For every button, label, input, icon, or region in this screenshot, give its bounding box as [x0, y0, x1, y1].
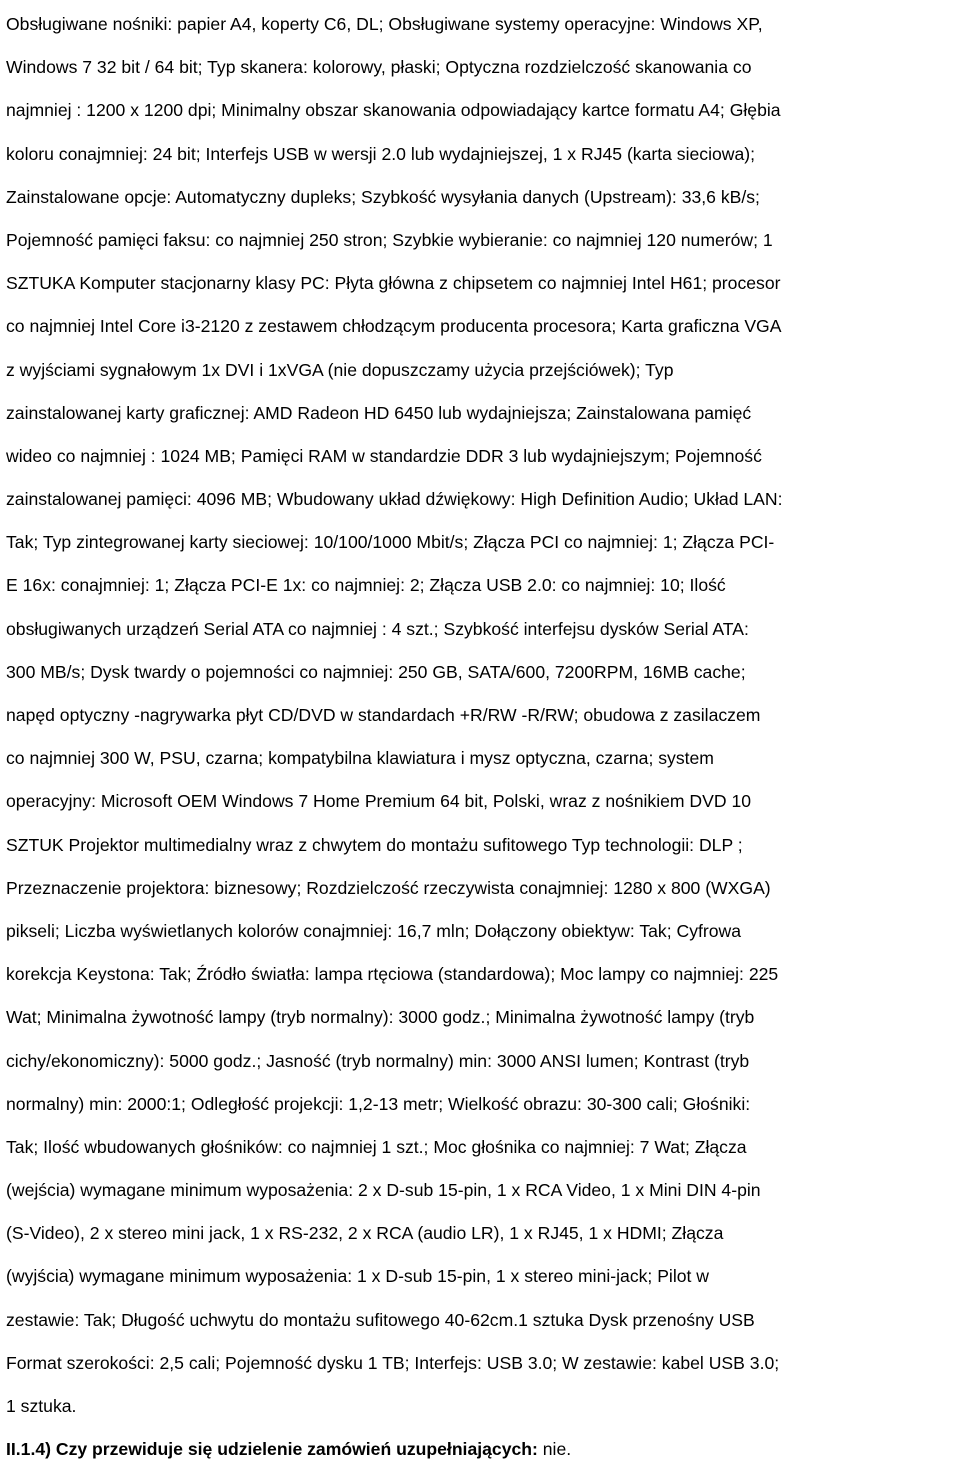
text-line: Przeznaczenie projektora: biznesowy; Rozdzielczość rzeczywista conajmniej: 1280 x 800 (WXGA): [6, 877, 771, 898]
text-line: Zainstalowane opcje: Automatyczny dupleks; Szybkość wysyłania danych (Upstream): 33,6 kB/s;: [6, 186, 760, 207]
text-line: Tak; Ilość wbudowanych głośników: co najmniej 1 szt.; Moc głośnika co najmniej: 7 Wat; Złącza: [6, 1136, 747, 1157]
text-line: (S-Video), 2 x stereo mini jack, 1 x RS-232, 2 x RCA (audio LR), 1 x RJ45, 1 x HDMI; Złącza: [6, 1223, 724, 1244]
text-line: (wyjścia) wymagane minimum wyposażenia: 1 x D-sub 15-pin, 1 x stereo mini-jack; Pilot w: [6, 1266, 710, 1287]
text-line: Wat; Minimalna żywotność lampy (tryb normalny): 3000 godz.; Minimalna żywotność lampy (tryb: [6, 1007, 755, 1028]
text-line: Pojemność pamięci faksu: co najmniej 250 stron; Szybkie wybieranie: co najmniej 120 numerów; 1: [6, 229, 773, 250]
section-heading-label: II.1.4) Czy przewiduje się udzielenie zamówień uzupełniających:: [6, 1439, 538, 1460]
text-line: Format szerokości: 2,5 cali; Pojemność dysku 1 TB; Interfejs: USB 3.0; W zestawie: kabel USB 3.0;: [6, 1352, 780, 1373]
text-line: operacyjny: Microsoft OEM Windows 7 Home Premium 64 bit, Polski, wraz z nośnikiem DVD 10: [6, 791, 752, 812]
section-heading-answer: nie.: [542, 1439, 572, 1460]
specification-text: [6, 3, 960, 1471]
text-line: E 16x: conajmniej: 1; Złącza PCI-E 1x: co najmniej: 2; Złącza USB 2.0: co najmniej: 10; Ilość: [6, 575, 726, 596]
text-line: co najmniej 300 W, PSU, czarna; kompatybilna klawiatura i mysz optyczna, czarna; system: [6, 748, 714, 769]
text-line: Obsługiwane nośniki: papier A4, koperty C6, DL; Obsługiwane systemy operacyjne: Windows XP,: [6, 14, 763, 34]
text-line: z wyjściami sygnałowym 1x DVI i 1xVGA (nie dopuszczamy użycia przejściówek); Typ: [6, 359, 674, 380]
text-line: Windows 7 32 bit / 64 bit; Typ skanera: kolorowy, płaski; Optyczna rozdzielczość skanowania co: [6, 57, 752, 78]
text-line: 1 sztuka.: [6, 1396, 77, 1416]
text-line: wideo co najmniej : 1024 MB; Pamięci RAM w standardzie DDR 3 lub wydajniejszym; Pojemność: [6, 445, 762, 466]
text-line: zainstalowanej pamięci: 4096 MB; Wbudowany układ dźwiękowy: High Definition Audio; Układ LAN:: [6, 489, 783, 510]
text-line: zainstalowanej karty graficznej: AMD Radeon HD 6450 lub wydajniejsza; Zainstalowana pamięć: [6, 402, 752, 423]
text-line: korekcja Keystona: Tak; Źródło światła: lampa rtęciowa (standardowa); Moc lampy co najmniej: 225: [6, 964, 779, 985]
text-line: napęd optyczny -nagrywarka płyt CD/DVD w standardach +R/RW -R/RW; obudowa z zasilaczem: [6, 705, 761, 725]
text-line: zestawie: Tak; Długość uchwytu do montażu sufitowego 40-62cm.1 sztuka Dysk przenośny USB: [6, 1309, 755, 1330]
text-line: najmniej : 1200 x 1200 dpi; Minimalny obszar skanowania odpowiadający kartce formatu A4; Głębia: [6, 100, 781, 121]
text-line: (wejścia) wymagane minimum wyposażenia: 2 x D-sub 15-pin, 1 x RCA Video, 1 x Mini DIN 4-pin: [6, 1180, 761, 1201]
text-line: SZTUK Projektor multimedialny wraz z chwytem do montażu sufitowego Typ technologii: DLP ;: [6, 834, 743, 855]
text-line: 300 MB/s; Dysk twardy o pojemności co najmniej: 250 GB, SATA/600, 7200RPM, 16MB cache;: [6, 661, 746, 682]
text-line: koloru conajmniej: 24 bit; Interfejs USB w wersji 2.0 lub wydajniejszej, 1 x RJ45 (karta sieciowa);: [6, 143, 756, 164]
text-line: Tak; Typ zintegrowanej karty sieciowej: 10/100/1000 Mbit/s; Złącza PCI co najmniej: 1; Złącza PCI-: [6, 532, 775, 553]
text-line: pikseli; Liczba wyświetlanych kolorów conajmniej: 16,7 mln; Dołączony obiektyw: Tak; Cyfrowa: [6, 920, 742, 941]
text-line: obsługiwanych urządzeń Serial ATA co najmniej : 4 szt.; Szybkość interfejsu dysków Serial ATA:: [6, 618, 749, 639]
text-line: normalny) min: 2000:1; Odległość projekcji: 1,2-13 metr; Wielkość obrazu: 30-300 cali; Głośniki:: [6, 1093, 751, 1114]
text-line: SZTUKA Komputer stacjonarny klasy PC: Płyta główna z chipsetem co najmniej Intel H61; procesor: [6, 273, 781, 294]
text-line: co najmniej Intel Core i3-2120 z zestawem chłodzącym producenta procesora; Karta graficzna VGA: [6, 316, 782, 337]
text-line: cichy/ekonomiczny): 5000 godz.; Jasność (tryb normalny) min: 3000 ANSI lumen; Kontrast (tryb: [6, 1050, 750, 1071]
